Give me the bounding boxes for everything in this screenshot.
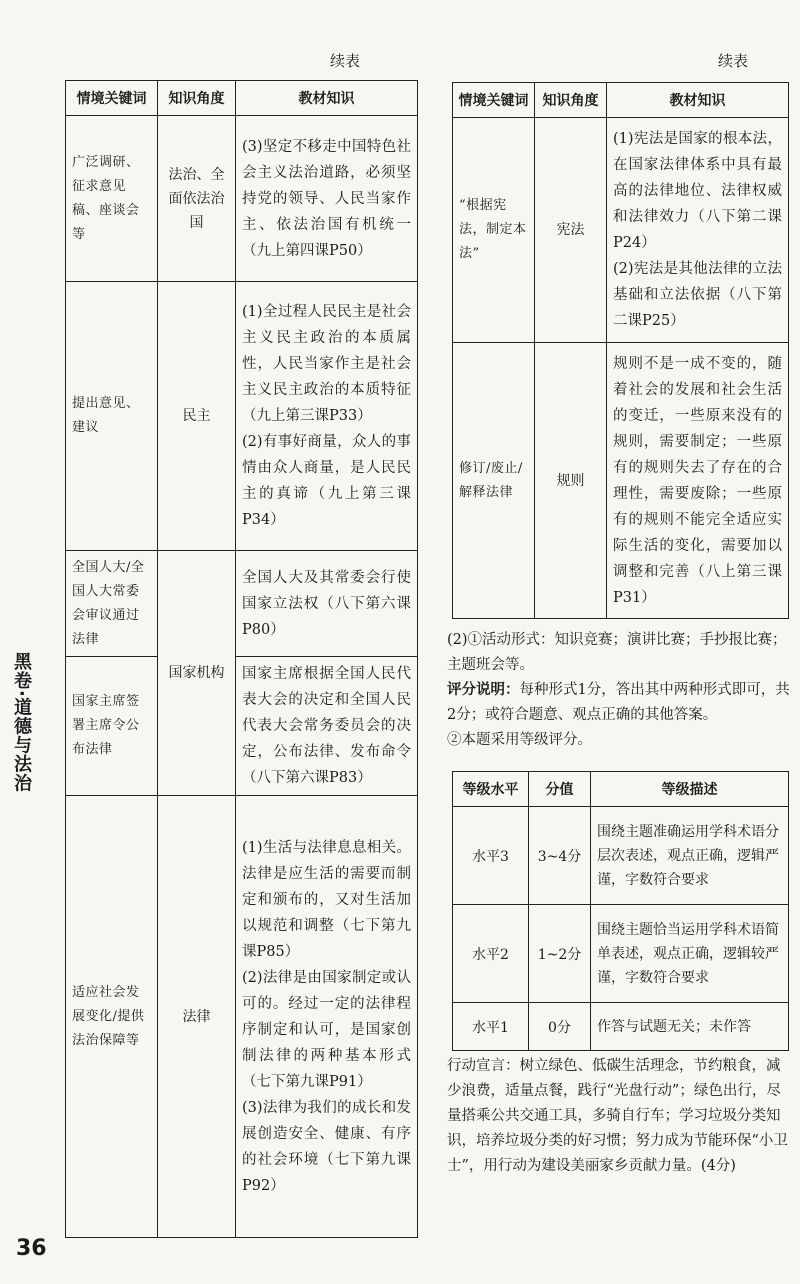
table-row [453, 343, 789, 619]
knowledge-text: (1)全过程人民民主是社会主义民主政治的本质属性，人民当家作主是社会主义民主政治的本质特征（九上第三课P33） [242, 304, 411, 424]
table-row [66, 282, 418, 551]
header-score: 分值 [529, 772, 591, 807]
header-description: 等级描述 [591, 772, 789, 807]
knowledge-cell [236, 116, 418, 282]
knowledge-text: (2)有事好商量，众人的事情由众人商量，是人民民主的真谛（九上第三课P34） [242, 434, 411, 528]
description-cell: 作答与试题无关；未作答 [591, 1003, 789, 1051]
description-cell: 围绕主题恰当运用学科术语简单表述，观点正确，逻辑较严谨，字数符合要求 [591, 905, 789, 1003]
answer-2-section [447, 628, 790, 753]
left-continued-label: 续表 [330, 52, 361, 70]
knowledge-cell [607, 343, 789, 619]
angle-cell: 法律 [158, 796, 236, 1238]
keyword-cell: 广泛调研、征求意见稿、座谈会等 [66, 116, 158, 282]
knowledge-text: (3)坚定不移走中国特色社会主义法治道路，必须坚持党的领导、人民当家作主、依法治国有机统一（九上第四课P50） [242, 138, 411, 259]
table-header-row [66, 81, 418, 116]
knowledge-text: 国家主席根据全国人民代表大会的决定和全国人民代表大会常务委员会的决定，公布法律、发布命令（八下第六课P83） [242, 666, 411, 786]
keyword-cell: 国家主席签署主席令公布法律 [66, 657, 158, 796]
angle-cell: 规则 [535, 343, 607, 619]
header-angle: 知识角度 [535, 83, 607, 118]
level-table [452, 771, 789, 1051]
right-knowledge-table [452, 82, 789, 619]
table-row [66, 116, 418, 282]
knowledge-text: (2)宪法是其他法律的立法基础和立法依据（八下第二课P25） [613, 261, 782, 329]
table-row [66, 551, 418, 657]
score-cell: 1~2分 [529, 905, 591, 1003]
answer-2-grading: ②本题采用等级评分。 [447, 732, 592, 748]
description-cell: 围绕主题准确运用学科术语分层次表述，观点正确，逻辑严谨，字数符合要求 [591, 807, 789, 905]
keyword-cell: 全国人大/全国人大常委会审议通过法律 [66, 551, 158, 657]
knowledge-text: 全国人大及其常委会行使国家立法权（八下第六课P80） [242, 569, 411, 638]
score-cell: 0分 [529, 1003, 591, 1051]
left-knowledge-table [65, 80, 418, 1238]
page-number: 36 [16, 1236, 47, 1261]
knowledge-text: 规则不是一成不变的，随着社会的发展和社会生活的变迁，一些原来没有的规则，需要制定；一些原有的规则失去了存在的合理性，需要废除；一些原有的规则不能完全适应实际生活的变化，需要加以调整和完善（八上第三课P31） [613, 355, 782, 606]
keyword-cell: 提出意见、建议 [66, 282, 158, 551]
table-header-row [453, 772, 789, 807]
table-row [453, 1003, 789, 1051]
knowledge-cell [236, 796, 418, 1238]
level-cell: 水平3 [453, 807, 529, 905]
angle-cell: 国家机构 [158, 551, 236, 796]
angle-cell: 宪法 [535, 118, 607, 343]
header-knowledge: 教材知识 [236, 81, 418, 116]
level-cell: 水平1 [453, 1003, 529, 1051]
side-label: 黑卷·道德与法治 [11, 652, 32, 793]
header-keyword: 情境关键词 [453, 83, 535, 118]
table-row [453, 905, 789, 1003]
level-cell: 水平2 [453, 905, 529, 1003]
knowledge-cell [236, 657, 418, 796]
keyword-cell: 适应社会发展变化/提供法治保障等 [66, 796, 158, 1238]
table-row [453, 807, 789, 905]
scoring-label: 评分说明： [447, 682, 520, 698]
angle-cell: 民主 [158, 282, 236, 551]
score-cell: 3~4分 [529, 807, 591, 905]
knowledge-text: (1)生活与法律息息相关。法律是应生活的需要而制定和颁布的，又对生活加以规范和调整（七下第九课P85） [242, 839, 411, 960]
right-continued-label: 续表 [718, 52, 749, 70]
answer-2-forms: (2)①活动形式：知识竞赛；演讲比赛；手抄报比赛；主题班会等。 [447, 632, 787, 673]
table-row [453, 118, 789, 343]
knowledge-cell [236, 551, 418, 657]
header-angle: 知识角度 [158, 81, 236, 116]
knowledge-text: (3)法律为我们的成长和发展创造安全、健康、有序的社会环境（七下第九课P92） [242, 1099, 411, 1194]
angle-cell: 法治、全面依法治国 [158, 116, 236, 282]
action-declaration-text: 行动宣言：树立绿色、低碳生活理念，节约粮食，减少浪费，适量点餐，践行“光盘行动”；绿色出行，尽量搭乘公共交通工具，多骑自行车；学习垃圾分类知识，培养垃圾分类的好习惯；努力成为节能环保“小卫士”，用行动为建设美丽家乡贡献力量。(4分) [447, 1058, 788, 1174]
table-row [66, 657, 418, 796]
action-declaration [447, 1054, 790, 1179]
knowledge-cell [607, 118, 789, 343]
header-keyword: 情境关键词 [66, 81, 158, 116]
keyword-cell: “根据宪法，制定本法” [453, 118, 535, 343]
knowledge-cell [236, 282, 418, 551]
knowledge-text: (2)法律是由国家制定或认可的。经过一定的法律程序制定和认可，是国家创制法律的两种基本形式（七下第九课P91） [242, 969, 411, 1090]
knowledge-text: (1)宪法是国家的根本法，在国家法律体系中具有最高的法律地位、法律权威和法律效力（八下第二课P24） [613, 131, 782, 251]
table-header-row [453, 83, 789, 118]
header-knowledge: 教材知识 [607, 83, 789, 118]
scoring-text: 每种形式1分，答出其中两种形式即可，共2分；或符合题意、观点正确的其他答案。 [447, 682, 790, 723]
scoring-note [447, 678, 790, 728]
keyword-cell: 修订/废止/解释法律 [453, 343, 535, 619]
table-row [66, 796, 418, 1238]
header-level: 等级水平 [453, 772, 529, 807]
